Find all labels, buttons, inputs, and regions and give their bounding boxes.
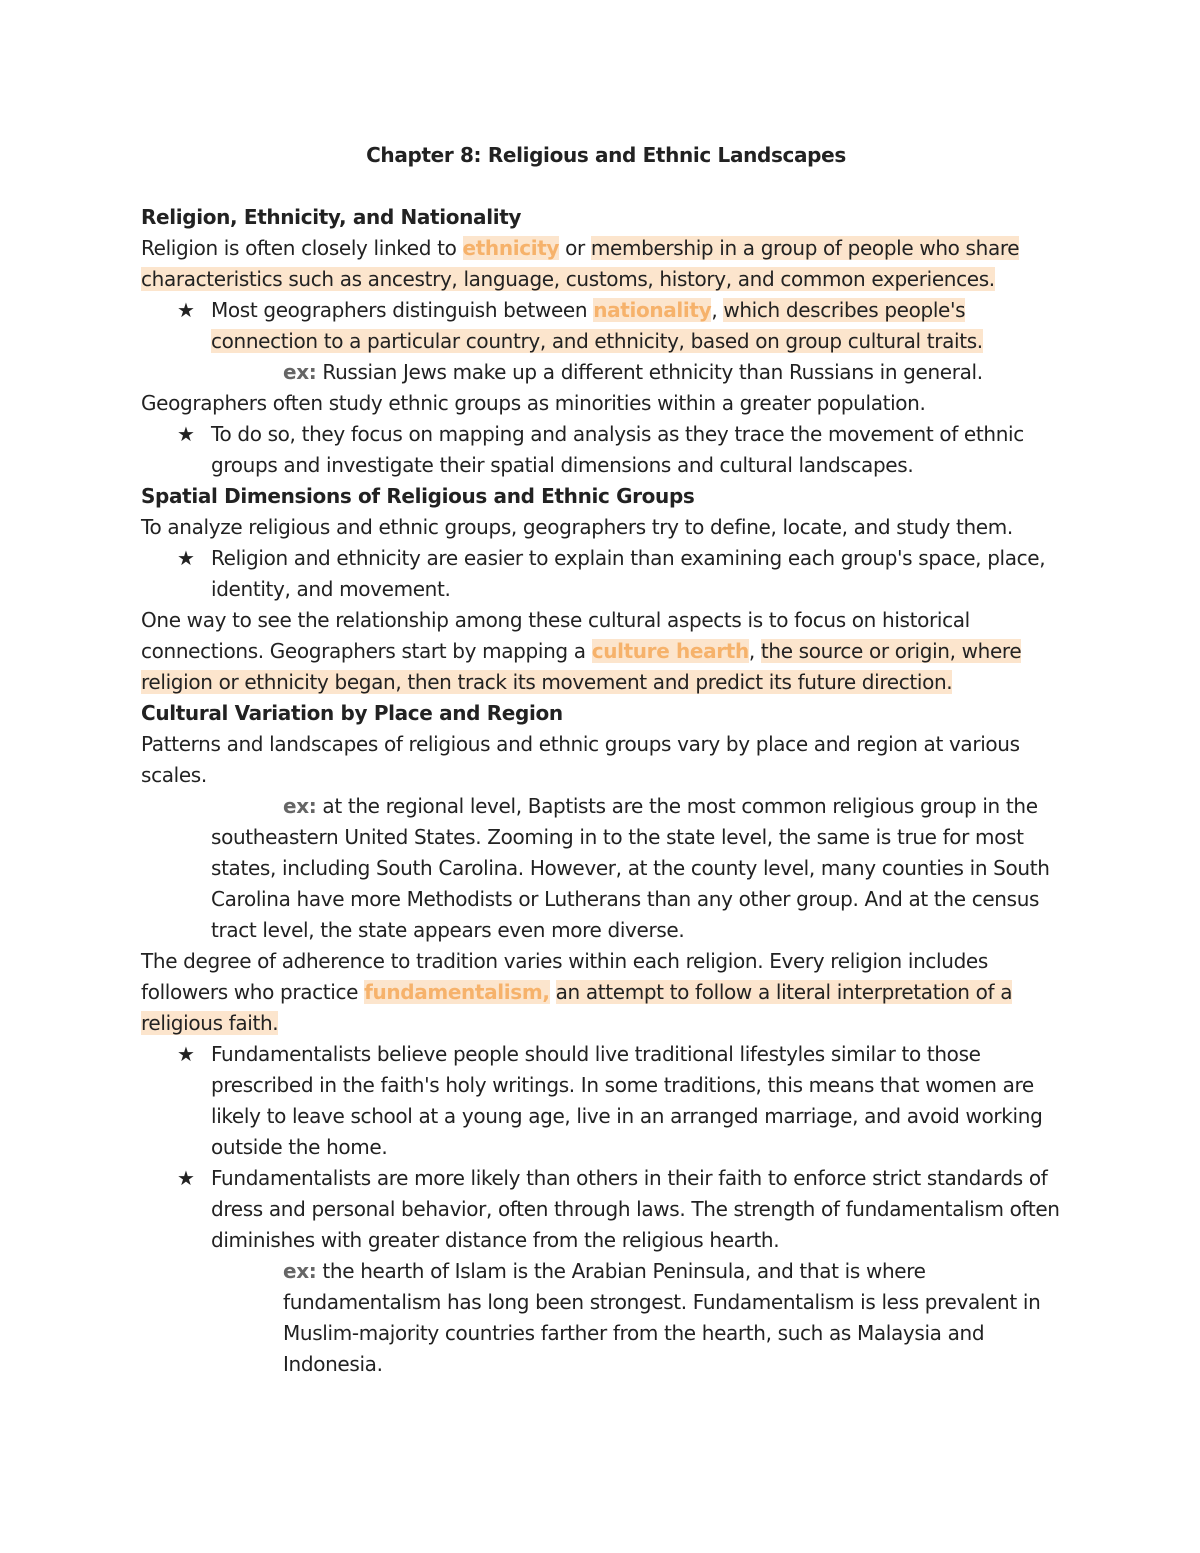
key-term-culture-hearth: culture hearth	[591, 639, 749, 663]
text-run: ,	[711, 298, 724, 322]
star-bullet-icon: ★	[177, 546, 195, 570]
bullet-item-mapping	[141, 419, 1071, 481]
bullet-text: Fundamentalists are more likely than others in their faith to enforce strict standards of dress and personal behavior, often through laws. The strength of fundamentalism often diminishes with greater distance from the religious hearth.	[211, 1166, 1060, 1252]
paragraph-culture-hearth	[141, 605, 1071, 698]
text-run: or	[559, 236, 591, 260]
text-run: ,	[748, 639, 761, 663]
bullet-text: Fundamentalists believe people should live traditional lifestyles similar to those prescribed in the faith's holy writings. In some traditions, this means that women are likely to leave school at a young age, live in an arranged marriage, and avoid working outside the home.	[211, 1042, 1043, 1159]
paragraph-fundamentalism	[141, 946, 1071, 1039]
paragraph-ethnicity-definition	[141, 233, 1071, 295]
paragraph-analyze-groups: To analyze religious and ethnic groups, geographers try to define, locate, and study them.	[141, 515, 1013, 539]
key-term-ethnicity: ethnicity	[462, 236, 560, 260]
highlighted-definition: membership in a group of people who share characteristics such as ancestry, language, customs, history, and common experiences.	[141, 236, 1020, 291]
example-russian-jews	[141, 357, 1071, 388]
bullet-text: To do so, they focus on mapping and analysis as they trace the movement of ethnic groups and investigate their spatial dimensions and cultural landscapes.	[211, 422, 1024, 477]
paragraph-ethnic-minorities: Geographers often study ethnic groups as minorities within a greater population.	[141, 391, 926, 415]
example-text: Russian Jews make up a different ethnicity than Russians in general.	[316, 360, 983, 384]
example-label: ex:	[283, 1259, 317, 1283]
example-text: the hearth of Islam is the Arabian Peninsula, and that is where fundamentalism has long been strongest. Fundamentalism is less prevalent in Muslim-majority countries farther from the hearth, such as Malaysia and Indonesia.	[283, 1259, 1041, 1376]
section-heading-cultural-variation: Cultural Variation by Place and Region	[141, 701, 563, 725]
document-page	[141, 140, 1071, 1380]
star-bullet-icon: ★	[177, 422, 195, 446]
key-term-fundamentalism: fundamentalism,	[364, 980, 550, 1004]
text-run	[550, 980, 556, 1004]
document-title: Chapter 8: Religious and Ethnic Landscapes	[366, 143, 846, 167]
bullet-item-nationality	[141, 295, 1071, 357]
example-baptists	[141, 791, 1071, 946]
text-run: Most geographers distinguish between	[211, 298, 594, 322]
section-heading-religion-ethnicity-nationality: Religion, Ethnicity, and Nationality	[141, 205, 522, 229]
bullet-item-traditional-lifestyles	[141, 1039, 1071, 1163]
highlighted-definition: which describes people's connection to a particular country, and ethnicity, based on group cultural traits.	[211, 298, 983, 353]
key-term-nationality: nationality	[593, 298, 712, 322]
star-bullet-icon: ★	[177, 1042, 195, 1066]
example-islam-hearth	[141, 1256, 1071, 1380]
highlighted-definition: an attempt to follow a literal interpretation of a religious faith.	[141, 980, 1013, 1035]
text-run: One way to see the relationship among these cultural aspects is to focus on historical connections. Geographers start by mapping a	[141, 608, 970, 663]
text-run: Religion is often closely linked to	[141, 236, 463, 260]
bullet-item-religion-ethnicity	[141, 543, 1071, 605]
example-text: at the regional level, Baptists are the most common religious group in the southeastern United States. Zooming in to the state level, the same is true for most states, including South Carolina. However, at the county level, many counties in South Carolina have more Methodists or Lutherans than any other group. And at the census tract level, the state appears even more diverse.	[211, 794, 1050, 942]
bullet-text: Religion and ethnicity are easier to explain than examining each group's space, place, identity, and movement.	[211, 546, 1046, 601]
highlighted-definition: the source or origin, where religion or ethnicity began, then track its movement and predict its future direction.	[141, 639, 1022, 694]
paragraph-patterns-landscapes: Patterns and landscapes of religious and ethnic groups vary by place and region at various scales.	[141, 732, 1020, 787]
text-run: The degree of adherence to tradition varies within each religion. Every religion includes followers who practice	[141, 949, 988, 1004]
example-label: ex:	[283, 794, 317, 818]
example-label: ex:	[283, 360, 317, 384]
star-bullet-icon: ★	[177, 298, 195, 322]
star-bullet-icon: ★	[177, 1166, 195, 1190]
section-heading-spatial-dimensions: Spatial Dimensions of Religious and Ethnic Groups	[141, 484, 695, 508]
bullet-item-strict-standards	[141, 1163, 1071, 1256]
